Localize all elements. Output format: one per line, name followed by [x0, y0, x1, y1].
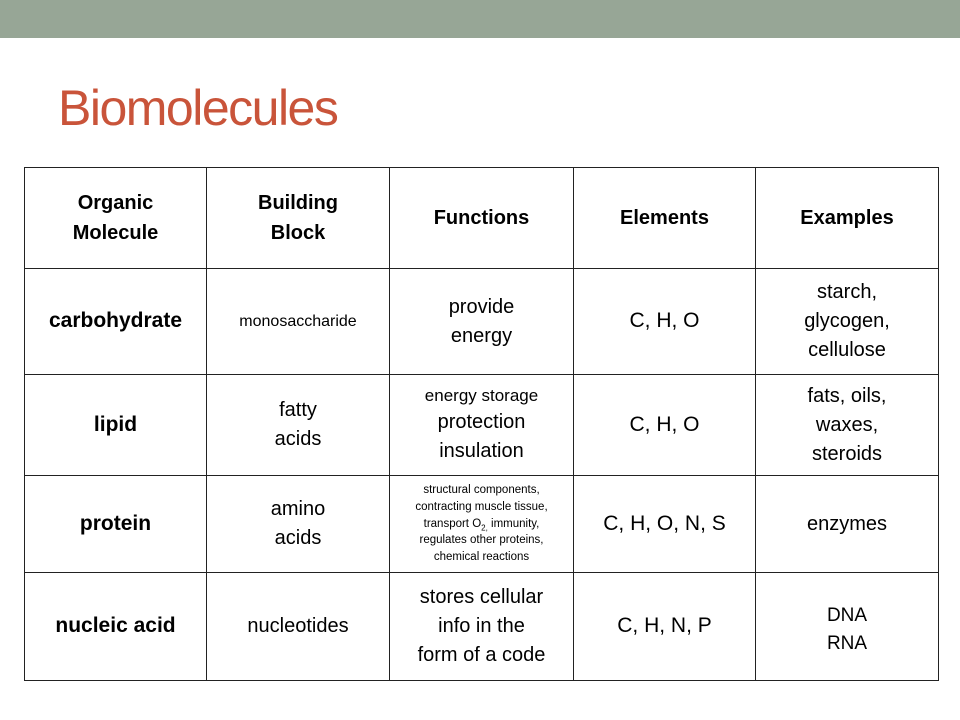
header-elements: Elements — [574, 168, 756, 269]
function-line: energy storage — [424, 385, 539, 405]
functions-cell — [390, 476, 574, 573]
top-accent-bar — [0, 0, 960, 38]
example-line: steroids — [811, 442, 883, 465]
building-block-cell — [207, 375, 390, 476]
functions-cell — [390, 375, 574, 476]
header-text: Organic — [77, 192, 154, 214]
table-row — [25, 573, 939, 681]
function-line: form of a code — [417, 644, 546, 666]
function-line: contracting muscle tissue, — [415, 500, 548, 513]
example-line: cellulose — [808, 339, 886, 361]
header-organic-molecule — [25, 168, 207, 269]
building-block-cell — [207, 573, 390, 681]
function-line: insulation — [439, 440, 524, 463]
table-row — [25, 375, 939, 476]
elements-cell: C, H, O — [574, 375, 756, 476]
example-line: RNA — [826, 632, 868, 654]
function-line: chemical reactions — [433, 551, 530, 563]
example-line: fats, oils, — [807, 384, 887, 407]
molecule-cell: nucleic acid — [25, 573, 207, 681]
building-block-text: acids — [274, 527, 322, 549]
examples-cell — [756, 573, 939, 681]
molecule-cell: carbohydrate — [25, 269, 207, 375]
building-block-text: amino — [270, 498, 326, 520]
building-block-text: nucleotides — [247, 615, 349, 637]
header-functions: Functions — [390, 168, 574, 269]
example-line: glycogen, — [804, 310, 890, 332]
function-line: protection — [437, 411, 526, 434]
building-block-text: acids — [274, 428, 322, 450]
function-text: immunity, — [487, 517, 540, 530]
function-line: energy — [450, 324, 513, 347]
table-row — [25, 269, 939, 375]
examples-cell — [756, 269, 939, 375]
header-building-block — [207, 168, 390, 269]
functions-cell — [390, 269, 574, 375]
example-line: waxes, — [815, 413, 879, 436]
building-block-text: fatty — [279, 399, 317, 421]
molecule-cell: protein — [25, 476, 207, 573]
function-line: structural components, — [423, 484, 540, 497]
building-block-cell — [207, 269, 390, 375]
function-line — [394, 516, 569, 533]
function-text: transport O — [423, 517, 482, 530]
header-text: Building — [258, 192, 338, 214]
examples-cell — [756, 375, 939, 476]
elements-cell: C, H, O, N, S — [574, 476, 756, 573]
function-line: stores cellular — [419, 586, 544, 608]
elements-cell: C, H, O — [574, 269, 756, 375]
molecule-cell: lipid — [25, 375, 207, 476]
header-text: Block — [270, 222, 326, 244]
example-line: DNA — [826, 604, 868, 626]
elements-cell: C, H, N, P — [574, 573, 756, 681]
functions-cell — [390, 573, 574, 681]
header-examples: Examples — [756, 168, 939, 269]
table-row — [25, 476, 939, 573]
biomolecules-table — [24, 167, 939, 681]
header-row — [25, 168, 939, 269]
examples-cell — [756, 476, 939, 573]
building-block-text: monosaccharide — [239, 312, 357, 330]
function-line: info in the — [438, 615, 525, 637]
function-line: provide — [448, 295, 515, 318]
slide-title: Biomolecules — [58, 80, 338, 136]
subscript-2: 2, — [481, 522, 488, 532]
example-line: starch, — [816, 281, 878, 303]
function-line: regulates other proteins, — [419, 534, 544, 547]
example-line: enzymes — [806, 512, 888, 535]
building-block-cell — [207, 476, 390, 573]
header-text: Molecule — [72, 222, 159, 244]
